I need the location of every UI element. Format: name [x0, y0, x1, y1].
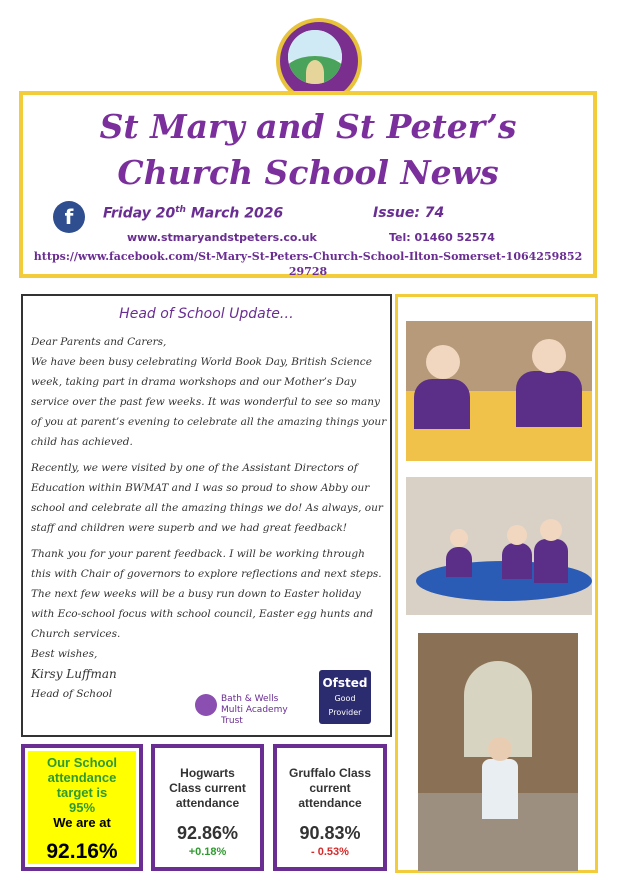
- photo-world-book-day: [406, 321, 592, 461]
- ofsted-badge: Ofsted Good Provider: [319, 670, 371, 724]
- photo-column: [395, 294, 598, 873]
- page-title-line2: Church School News: [117, 153, 499, 192]
- gruffalo-attendance-value: 90.83%: [299, 823, 361, 843]
- newsletter-header: [19, 91, 597, 278]
- logo-emblem: [288, 30, 342, 84]
- letter-paragraph: Thank you for your parent feedback. I will be working through this with Chair of governors to explore reflections and next steps.: [31, 548, 382, 580]
- letter-paragraph: The next few weeks will be a busy run down to Easter holiday with Eco-school focus with school council, Easter egg hunts and Church services.: [31, 588, 374, 640]
- head-of-school-letter: [21, 294, 392, 737]
- letter-title: Head of School Update…: [119, 306, 294, 322]
- signature-role: Head of School: [31, 688, 113, 700]
- letter-paragraph: We have been busy celebrating World Book Day, British Science week, taking part in drama workshops and our Mother’s Day service over the past few weeks. It was wonderful to see so many of you at parent’s evening to celebrate all the amazing things your child has achieved.: [31, 356, 387, 448]
- hogwarts-attendance-change: +0.18%: [188, 846, 227, 858]
- school-attendance-value: 92.16%: [46, 840, 118, 863]
- trust-logo: Bath & Wells Multi Academy Trust: [195, 692, 305, 720]
- hogwarts-attendance-value: 92.86%: [176, 823, 239, 843]
- letter-greeting: Dear Parents and Carers,: [31, 336, 167, 348]
- page-title-line1: St Mary and St Peter’s: [99, 107, 517, 146]
- telephone: Tel: 01460 52574: [389, 231, 495, 244]
- photo-classroom: [406, 477, 592, 615]
- trust-icon: [195, 694, 217, 716]
- facebook-link[interactable]: https://www.facebook.com/St-Mary-St-Peters-Church-School-Ilton-Somerset-106425985229728: [33, 250, 583, 278]
- issue-number: Issue: 74: [373, 205, 445, 221]
- signature-name: Kirsy Luffman: [31, 667, 117, 681]
- letter-paragraph: Recently, we were visited by one of the Assistant Directors of Education within BWMAT and I was so proud to show Abby our school and celebrate all the amazing things we do! As always, our staff and children were superb and we had great feedback!: [31, 462, 383, 534]
- letter-body: [31, 332, 387, 704]
- issue-date: Friday 20th March 2026: [103, 205, 284, 222]
- gruffalo-attendance-change: - 0.53%: [311, 846, 349, 858]
- photo-church-service: [418, 633, 578, 871]
- hogwarts-attendance-box: Hogwarts Class current attendance 92.86% +0.18%: [151, 744, 264, 871]
- letter-signoff: Best wishes,: [31, 648, 98, 660]
- facebook-icon[interactable]: f: [53, 201, 85, 233]
- website-link[interactable]: www.stmaryandstpeters.co.uk: [127, 231, 317, 244]
- school-attendance-box: Our School attendance target is 95% We are at 92.16%: [21, 744, 143, 871]
- gruffalo-attendance-box: Gruffalo Class current attendance 90.83% - 0.53%: [273, 744, 387, 871]
